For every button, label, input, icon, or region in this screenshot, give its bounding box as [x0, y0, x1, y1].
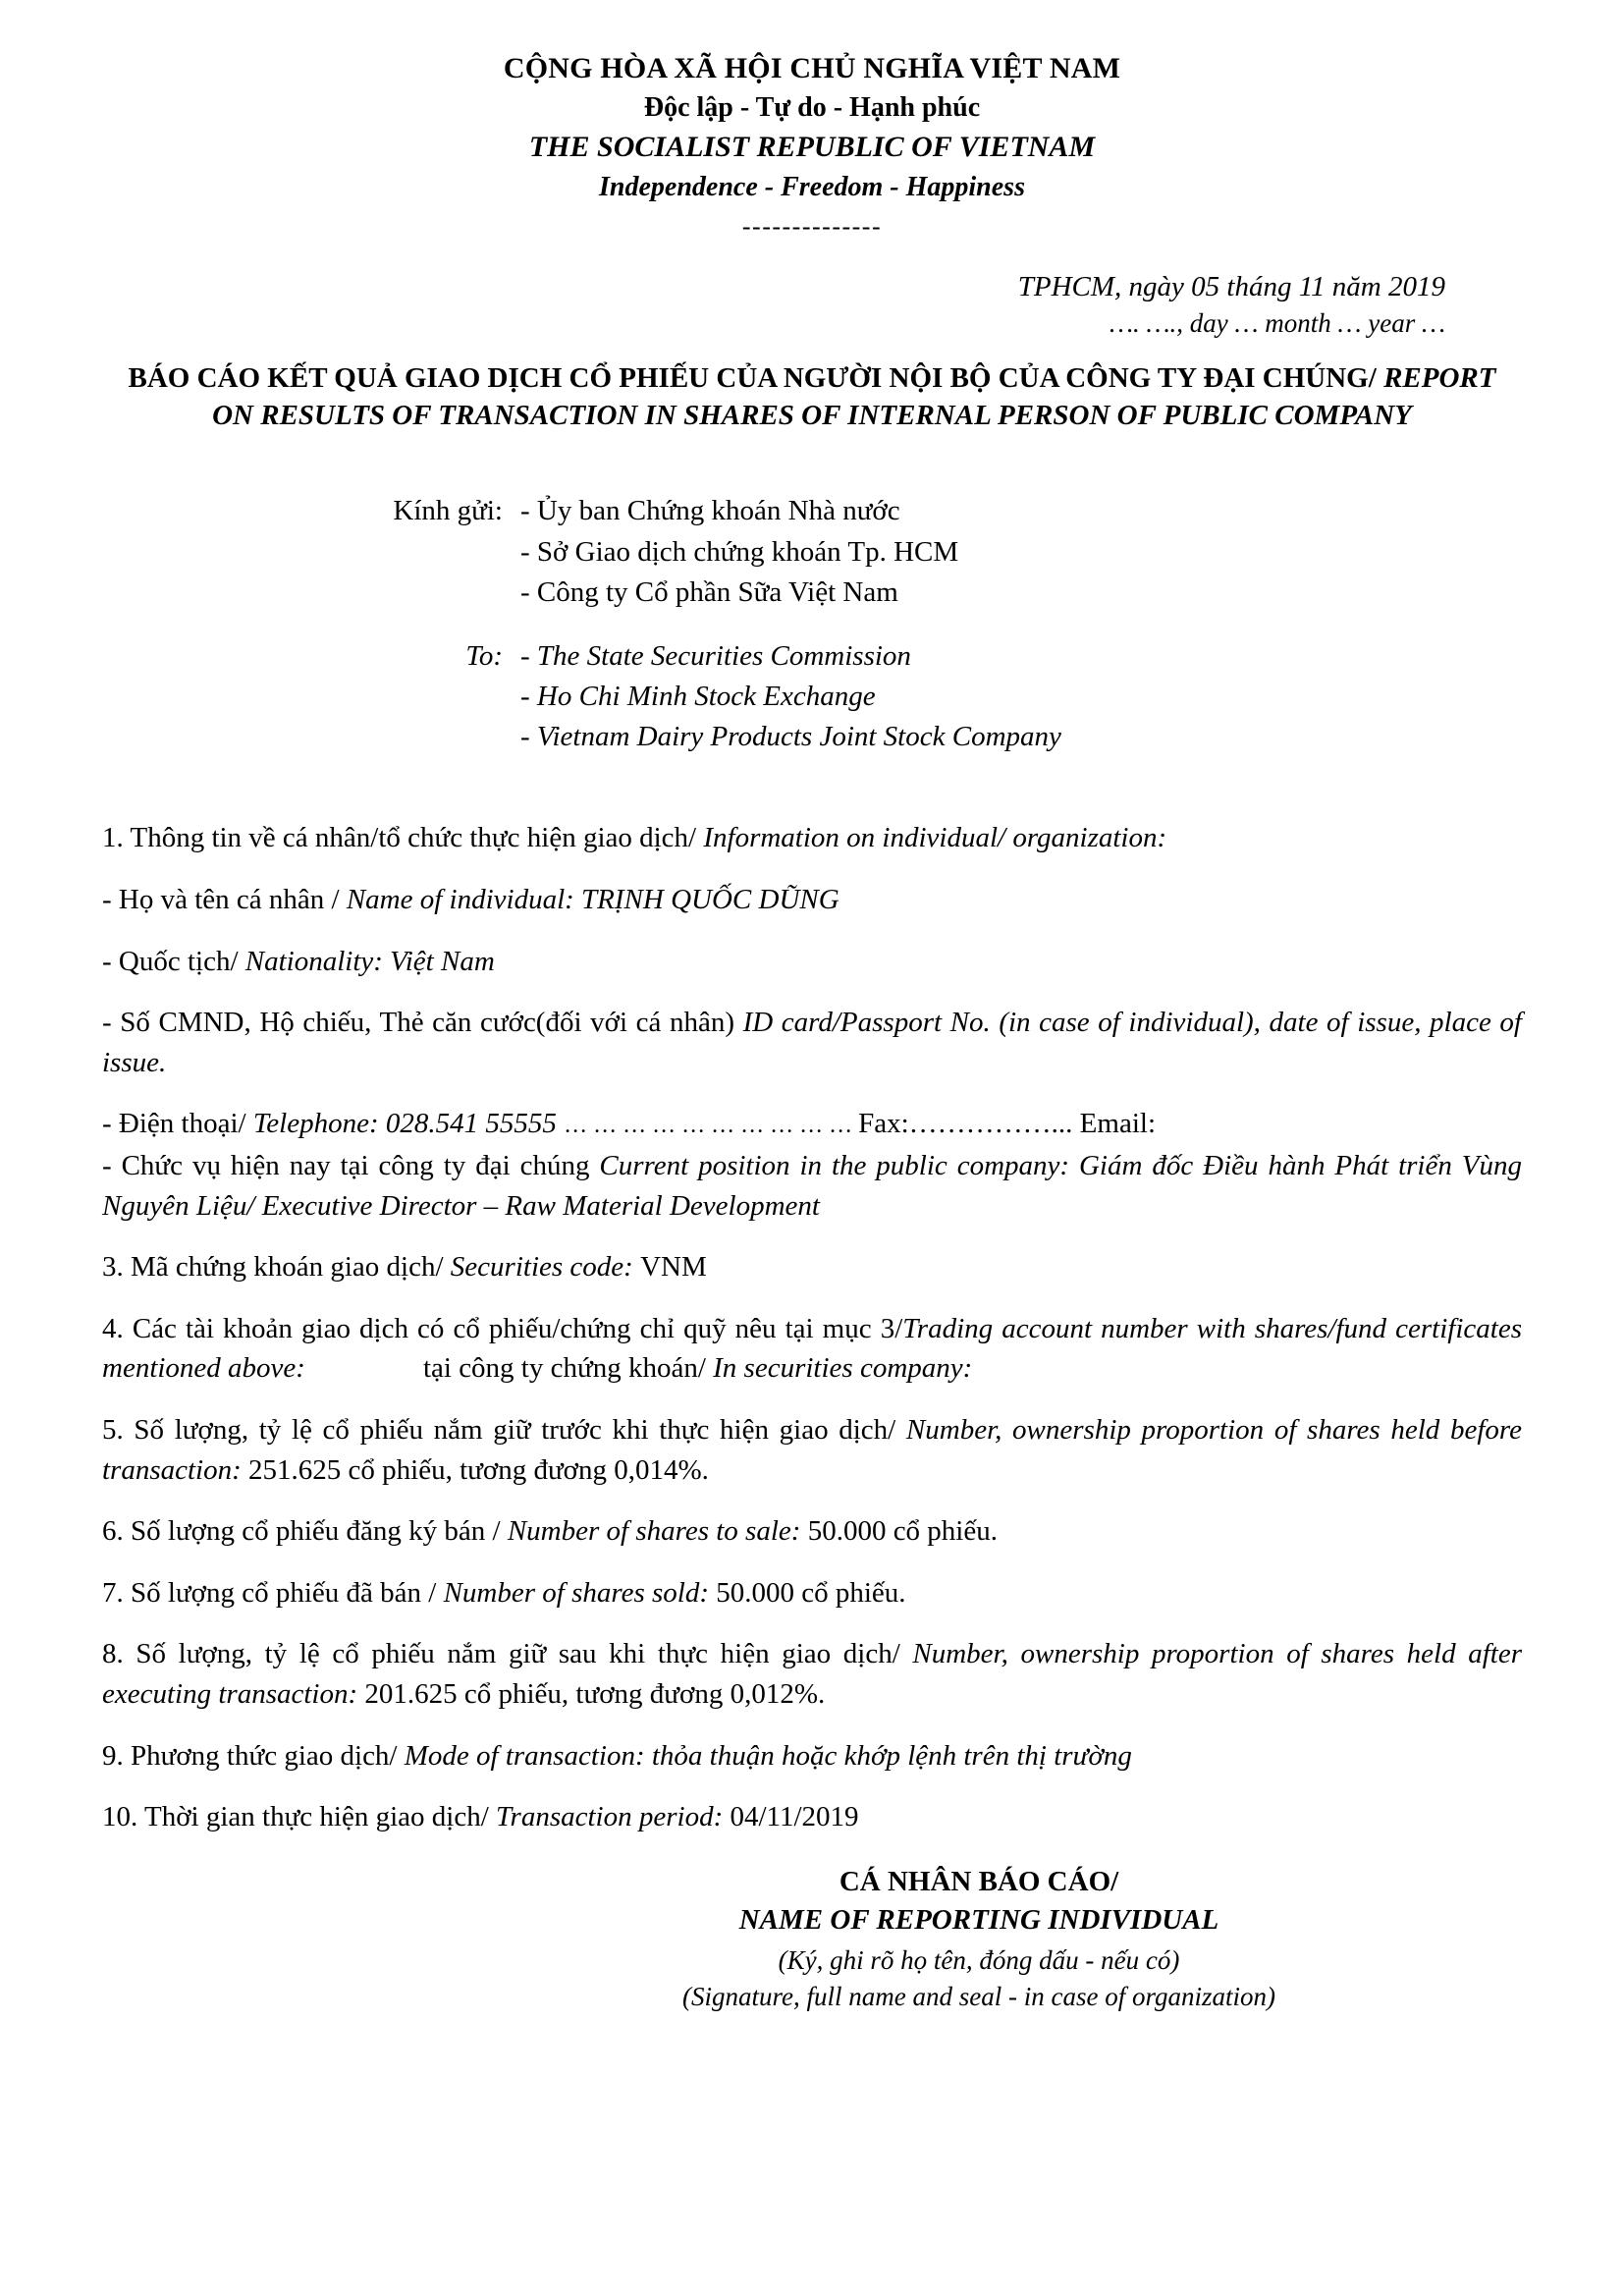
recipients-list-vi — [520, 491, 1522, 613]
signature-title-en: NAME OF REPORTING INDIVIDUAL — [738, 1903, 1219, 1936]
phone-filler-dots: … … … … … … … … … … — [564, 1113, 859, 1139]
nationality-value-en: Nationality: Việt Nam — [244, 945, 495, 977]
item-10-vi: 10. Thời gian thực hiện giao dịch/ — [102, 1801, 497, 1833]
date-block — [102, 269, 1522, 341]
signature-title-vi: CÁ NHÂN BÁO CÁO/ — [839, 1865, 1119, 1897]
document-body — [102, 818, 1522, 1836]
item-6-vi: 6. Số lượng cổ phiếu đăng ký bán / — [102, 1515, 508, 1548]
item-5-vi: 5. Số lượng, tỷ lệ cổ phiếu nắm giữ trước khi thực hiện giao dịch/ — [102, 1413, 906, 1446]
country-name-vi: CỘNG HÒA XÃ HỘI CHỦ NGHĨA VIỆT NAM — [503, 52, 1121, 84]
item-6-en: Number of shares to sale: — [507, 1515, 808, 1548]
item-9-vi: 9. Phương thức giao dịch/ — [102, 1739, 405, 1772]
item-4-en: Trading account number with shares/fund certificates mentioned above: — [102, 1312, 1522, 1385]
securities-code-value: VNM — [640, 1251, 707, 1284]
idcard-label-en: ID card/Passport No. (in case of individual), date of issue, place of issue. — [102, 1007, 1522, 1078]
body-item-10 — [102, 1797, 1522, 1837]
shares-after-value: 201.625 cổ phiếu, tương đương 0,012%. — [364, 1677, 826, 1710]
signature-note-en: (Signature, full name and seal - in case of organization) — [682, 1981, 1275, 2011]
shares-sold-value: 50.000 cổ phiếu. — [716, 1576, 906, 1609]
recipients-list-en — [520, 636, 1522, 758]
item-4-vi: 4. Các tài khoản giao dịch có cổ phiếu/chứng chỉ quỹ nêu tại mục 3/ — [102, 1312, 903, 1344]
body-item-phone — [102, 1104, 1522, 1144]
date-line-vi: TPHCM, ngày 05 tháng 11 năm 2019 — [1017, 271, 1445, 303]
recipients-label-vi: Kính gửi: — [393, 495, 503, 527]
page-title-en: REPORT ON RESULTS OF TRANSACTION IN SHARES OF INTERNAL PERSON OF PUBLIC COMPANY — [212, 362, 1496, 431]
body-item-position — [102, 1146, 1522, 1226]
body-item-nationality — [102, 942, 1522, 982]
item-8-vi: 8. Số lượng, tỷ lệ cổ phiếu nắm giữ sau khi thực hiện giao dịch/ — [102, 1638, 913, 1670]
item-1-en: Information on individual/ organization: — [703, 822, 1167, 854]
nationality-label-vi: - Quốc tịch/ — [102, 945, 245, 977]
item-7-en: Number of shares sold: — [443, 1576, 717, 1609]
country-name-en: THE SOCIALIST REPUBLIC OF VIETNAM — [528, 130, 1096, 163]
shares-registered-value: 50.000 cổ phiếu. — [807, 1515, 998, 1548]
item-3-en: Securities code: — [450, 1251, 641, 1284]
header-divider: -------------- — [741, 211, 883, 241]
page-title — [102, 360, 1522, 434]
item-10-en: Transaction period: — [496, 1801, 731, 1833]
list-item: - Công ty Cổ phần Sữa Việt Nam — [520, 575, 898, 608]
item-7-vi: 7. Số lượng cổ phiếu đã bán / — [102, 1576, 444, 1609]
signature-note-vi: (Ký, ghi rõ họ tên, đóng dấu - nếu có) — [778, 1945, 1180, 1976]
item-8-en: Number, ownership proportion of shares held after executing transaction: — [102, 1638, 1522, 1710]
list-item: - Ho Chi Minh Stock Exchange — [520, 681, 876, 713]
recipients-label-en: To: — [465, 639, 503, 672]
body-item-6 — [102, 1511, 1522, 1552]
transaction-period-value: 04/11/2019 — [730, 1801, 859, 1833]
item-3-vi: 3. Mã chứng khoán giao dịch/ — [102, 1251, 451, 1284]
body-item-8 — [102, 1634, 1522, 1714]
date-line-en: …. …., day … month … year … — [1110, 307, 1445, 338]
national-header — [102, 51, 1522, 242]
national-motto-en: Independence - Freedom - Happiness — [599, 172, 1025, 203]
body-item-3 — [102, 1247, 1522, 1287]
phone-label-vi: - Điện thoại/ — [102, 1108, 253, 1140]
national-motto-vi: Độc lập - Tự do - Hạnh phúc — [643, 91, 981, 123]
item-4-vi-2: tại công ty chứng khoán/ — [422, 1352, 714, 1385]
item-1-vi: 1. Thông tin về cá nhân/tổ chức thực hiện giao dịch/ — [102, 822, 704, 854]
fax-email-label: Fax:……………... Email: — [858, 1108, 1156, 1140]
list-item: - Vietnam Dairy Products Joint Stock Company — [520, 721, 1061, 753]
item-4-en-2: In securities company: — [713, 1352, 973, 1385]
body-item-5 — [102, 1410, 1522, 1490]
body-item-7 — [102, 1573, 1522, 1613]
position-value-en: Current position in the public company: Giám đốc Điều hành Phát triển Vùng Nguyên Liệu/ Executive Director – Raw Material Development — [102, 1149, 1523, 1222]
idcard-label-vi: - Số CMND, Hộ chiếu, Thẻ căn cước(đối với cá nhân) — [102, 1007, 743, 1039]
item-5-en: Number, ownership proportion of shares held before transaction: — [102, 1413, 1522, 1486]
signature-block — [102, 1863, 1522, 2014]
body-item-1 — [102, 818, 1522, 858]
phone-value-en: Telephone: 028.541 55555 — [252, 1108, 565, 1140]
body-item-4 — [102, 1309, 1522, 1389]
name-value-en: Name of individual: TRỊNH QUỐC DŨNG — [346, 884, 839, 915]
item-9-en: Mode of transaction: thỏa thuận hoặc khớp lệnh trên thị trường — [404, 1739, 1132, 1772]
recipients-vi — [377, 491, 1522, 613]
recipients-block — [102, 491, 1522, 757]
body-item-9 — [102, 1736, 1522, 1777]
position-label-vi: - Chức vụ hiện nay tại công ty đại chúng — [102, 1149, 600, 1181]
body-item-idcard — [102, 1003, 1522, 1082]
list-item: - Ủy ban Chứng khoán Nhà nước — [520, 495, 900, 527]
recipients-en — [377, 636, 1522, 758]
shares-before-value: 251.625 cổ phiếu, tương đương 0,014%. — [248, 1453, 709, 1486]
page-title-vi: BÁO CÁO KẾT QUẢ GIAO DỊCH CỔ PHIẾU CỦA NGƯỜI NỘI BỘ CỦA CÔNG TY ĐẠI CHÚNG/ — [128, 362, 1377, 394]
body-item-name — [102, 880, 1522, 920]
list-item: - The State Securities Commission — [520, 639, 911, 672]
name-label-vi: - Họ và tên cá nhân / — [102, 884, 347, 915]
list-item: - Sở Giao dịch chứng khoán Tp. HCM — [520, 535, 959, 568]
